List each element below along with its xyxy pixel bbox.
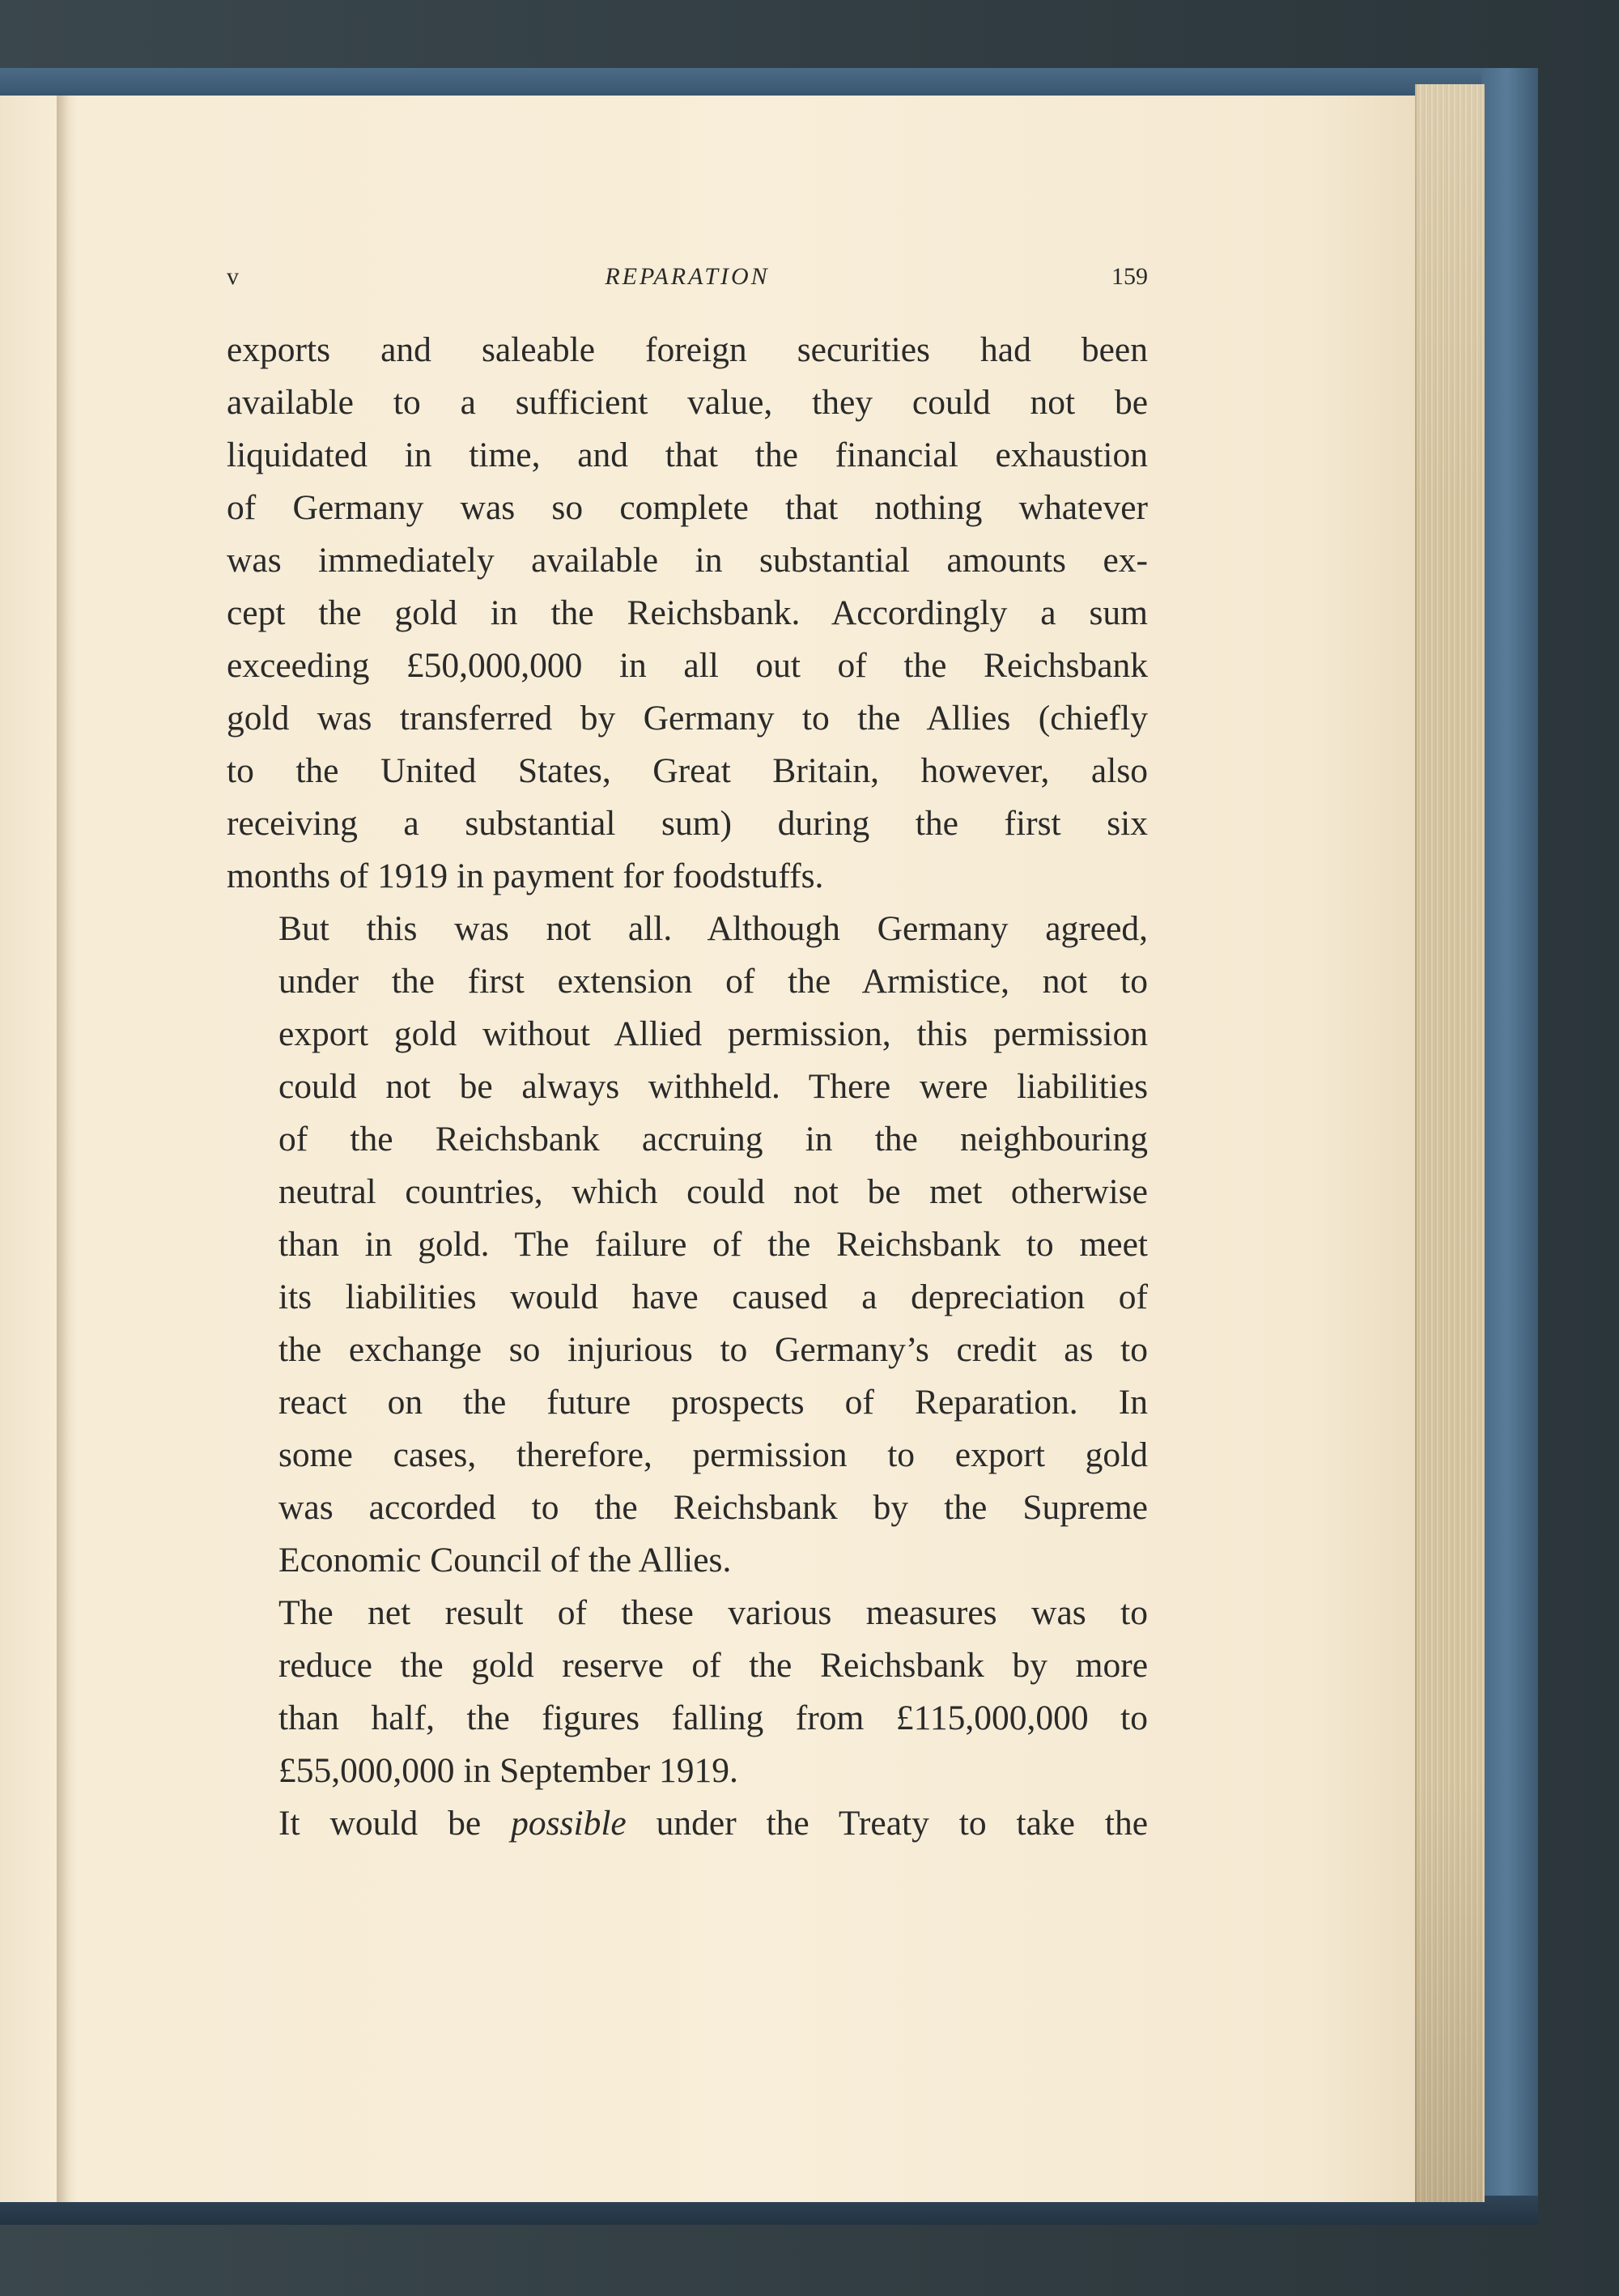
paragraph <box>227 903 1148 1587</box>
text-line: react on the future prospects of Reparation. In <box>278 1383 1148 1422</box>
paragraph <box>227 1587 1148 1797</box>
text-line: export gold without Allied permission, this permission <box>278 1014 1148 1053</box>
text-line: was accorded to the Reichsbank by the Supreme <box>278 1488 1148 1527</box>
text-line: of Germany was so complete that nothing whatever <box>227 488 1148 527</box>
text-line: £55,000,000 in September 1919. <box>278 1751 738 1790</box>
page-number: 159 <box>1111 263 1148 290</box>
text-line: reduce the gold reserve of the Reichsbank by more <box>278 1646 1148 1685</box>
text-line: the exchange so injurious to Germany’s credit as to <box>278 1330 1148 1369</box>
running-header <box>227 263 1148 304</box>
text-line: months of 1919 in payment for foodstuffs. <box>227 857 824 895</box>
text-line: receiving a substantial sum) during the first six <box>227 804 1148 843</box>
text-line: liquidated in time, and that the financial exhaustion <box>227 436 1148 474</box>
text-line: cept the gold in the Reichsbank. Accordingly a sum <box>227 593 1148 632</box>
book-cover-right-edge <box>1481 68 1538 2213</box>
paragraph <box>227 324 1148 903</box>
paragraph <box>227 1797 1148 1850</box>
text-line: exceeding £50,000,000 in all out of the Reichsbank <box>227 646 1148 685</box>
chapter-number: v <box>227 263 239 290</box>
text-line: could not be always withheld. There were liabilities <box>278 1067 1148 1106</box>
text-line <box>227 1797 1148 1850</box>
text-line: But this was not all. Although Germany agreed, <box>278 909 1148 948</box>
text-line: neutral countries, which could not be met otherwise <box>278 1172 1148 1211</box>
page-gutter-shadow <box>57 96 78 2202</box>
text-line: its liabilities would have caused a depreciation of <box>278 1278 1148 1316</box>
text-line: gold was transferred by Germany to the Allies (chiefly <box>227 699 1148 738</box>
text-line: than in gold. The failure of the Reichsbank to meet <box>278 1225 1148 1264</box>
page-edges-shading <box>1415 84 1483 2202</box>
italic-emphasis: possible <box>511 1804 627 1843</box>
text-line: available to a sufficient value, they could not be <box>227 383 1148 422</box>
text-line: to the United States, Great Britain, however, also <box>227 751 1148 790</box>
text-line: exports and saleable foreign securities had been <box>227 330 1148 369</box>
text-run: under the Treaty to take the <box>626 1804 1148 1843</box>
text-line: than half, the figures falling from £115,000,000 to <box>278 1699 1148 1737</box>
text-line: of the Reichsbank accruing in the neighbouring <box>278 1120 1148 1159</box>
text-line: under the first extension of the Armistice, not to <box>278 962 1148 1001</box>
text-line: Economic Council of the Allies. <box>278 1541 732 1580</box>
text-line: some cases, therefore, permission to export gold <box>278 1435 1148 1474</box>
running-title: REPARATION <box>605 263 770 290</box>
body-text <box>227 324 1148 1850</box>
text-run: It would be <box>278 1804 512 1843</box>
text-line: The net result of these various measures was to <box>278 1593 1148 1632</box>
text-line: was immediately available in substantial amounts ex- <box>227 541 1148 580</box>
